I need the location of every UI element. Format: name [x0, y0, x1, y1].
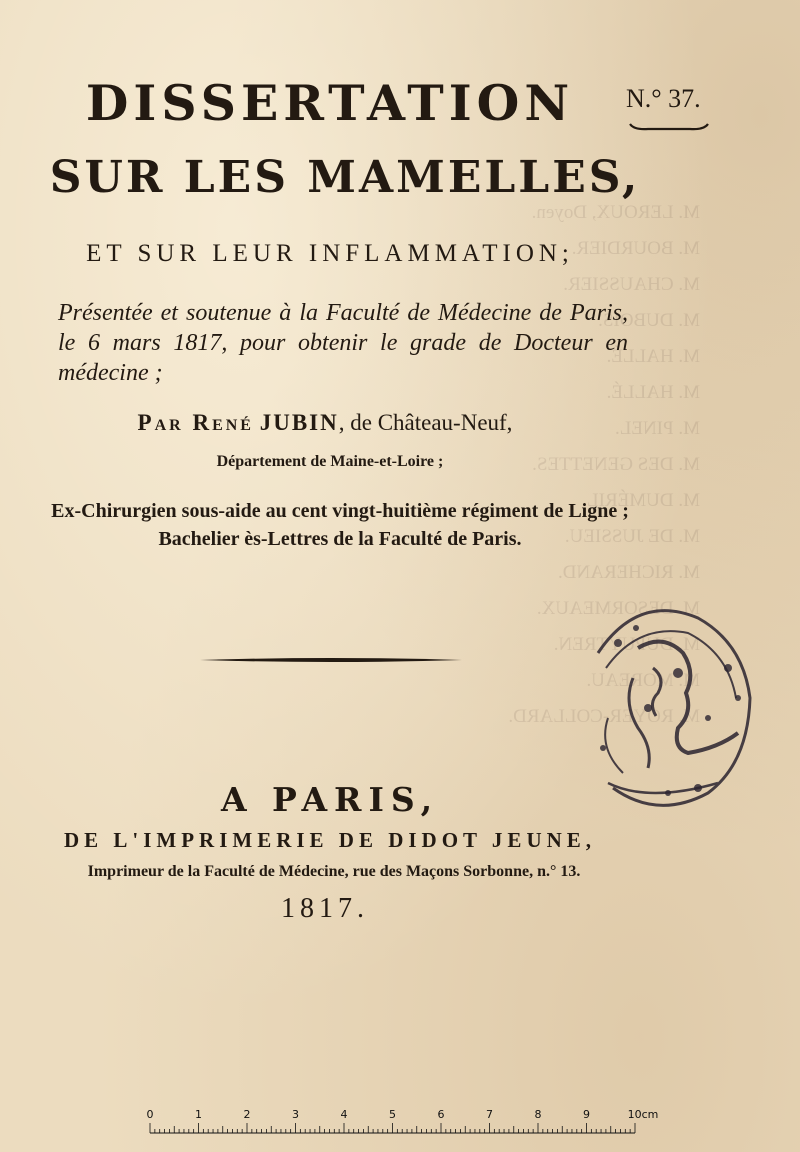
- title-line-3: ET SUR LEUR INFLAMMATION;: [86, 240, 574, 267]
- show-through-text: M. LEROUX, Doyen. M. BOURDIER. M. CHAUSSIER. M. DUBOIS. M. HALLÉ. M. HALLÉ. M. PINEL. M. DES GENETTES. M. DUMÉRIL. M. DE JUSSIEU. M. RICHERAND. M. DESORMEAUX. M. DUPUYTREN. M. MOREAU. M. ROYER-COLLARD.: [508, 202, 700, 727]
- presentation-paragraph: Présentée et soutenue à la Faculté de Médecine de Paris, le 6 mars 1817, pour obtenir le grade de Docteur en médecine ;: [58, 300, 628, 386]
- scale-label: 2: [243, 1108, 251, 1121]
- publication-year: 1817.: [281, 893, 369, 924]
- cm-scale-bar: [140, 1108, 659, 1138]
- printer-address: Imprimeur de la Faculté de Médecine, rue des Maçons Sorbonne, n.° 13.: [87, 863, 581, 880]
- author-line: [0, 410, 650, 436]
- scale-label: 4: [340, 1108, 348, 1121]
- department-line: Département de Maine-et-Loire ;: [216, 453, 444, 470]
- scale-label: 10cm: [627, 1108, 659, 1121]
- author-name: JUBIN: [259, 410, 339, 435]
- city-line: A PARIS,: [220, 780, 440, 819]
- credentials-line-2: Bachelier ès-Lettres de la Faculté de Paris.: [158, 528, 522, 550]
- scale-label: 9: [583, 1108, 590, 1121]
- scale-label: 3: [292, 1108, 299, 1121]
- author-prefix: Par René: [137, 410, 254, 435]
- title-line-2: SUR LES MAMELLES,: [49, 152, 641, 203]
- scale-label: 8: [534, 1108, 542, 1121]
- scale-label: 5: [389, 1108, 396, 1121]
- author-credentials: [0, 497, 680, 553]
- title-line-1: DISSERTATION: [85, 74, 575, 132]
- number-underline: [628, 122, 710, 132]
- scale-label: 6: [437, 1108, 445, 1121]
- ornamental-rule: [200, 655, 462, 665]
- scale-label: 7: [486, 1108, 493, 1121]
- credentials-line-1: Ex-Chirurgien sous-aide au cent vingt-huitième régiment de Ligne ;: [51, 500, 629, 522]
- scale-label: 0: [146, 1108, 154, 1121]
- author-suffix: , de Château-Neuf,: [338, 410, 513, 435]
- printer-line: DE L'IMPRIMERIE DE DIDOT JEUNE,: [63, 828, 597, 852]
- dissertation-number: N.° 37.: [626, 84, 701, 113]
- scale-label: 1: [195, 1108, 202, 1121]
